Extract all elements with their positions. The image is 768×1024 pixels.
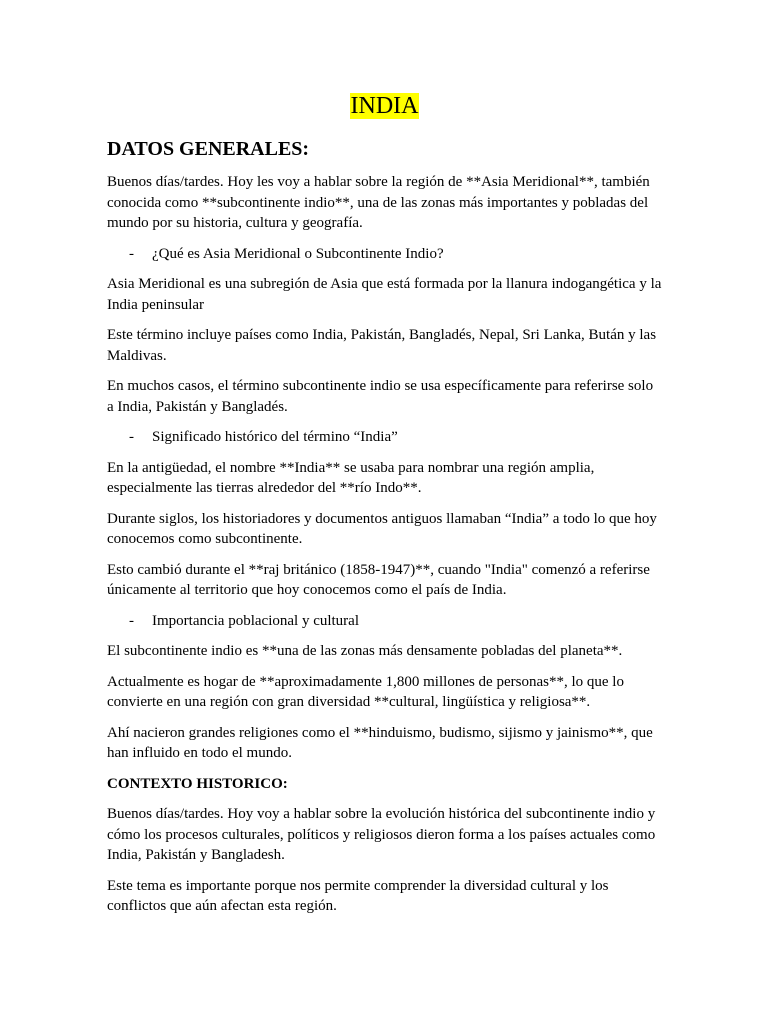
paragraph: Este tema es importante porque nos permite comprender la diversidad cultural y los conflictos que aún afectan esta región. <box>107 877 609 914</box>
bullet-text: Significado histórico del término “India” <box>152 429 398 445</box>
document-page <box>107 88 662 927</box>
bullet-item <box>107 611 662 632</box>
document-title-wrap <box>107 88 662 124</box>
paragraph: Buenos días/tardes. Hoy voy a hablar sobre la evolución histórica del subcontinente indio y cómo los procesos culturales, políticos y religiosos dieron forma a los países actuales como India, Pakistán y Bangladesh. <box>107 806 656 863</box>
paragraph: El subcontinente indio es **una de las zonas más densamente pobladas del planeta**. <box>107 643 623 659</box>
bullet-marker: - <box>129 612 134 629</box>
bullet-item <box>107 244 662 265</box>
document-title: INDIA <box>350 93 419 119</box>
bullet-text: ¿Qué es Asia Meridional o Subcontinente Indio? <box>152 245 444 262</box>
bullet-marker: - <box>129 245 134 262</box>
bullet-marker: - <box>129 429 134 445</box>
paragraph: En la antigüedad, el nombre **India** se usaba para nombrar una región amplia, especialmente las tierras alrededor del **río Indo**. <box>107 459 595 496</box>
paragraph: Esto cambió durante el **raj británico (1858-1947)**, cuando "India" comenzó a referirse únicamente al territorio que hoy conocemos como el país de India. <box>107 561 650 598</box>
paragraph: En muchos casos, el término subcontinente indio se usa específicamente para referirse solo a India, Pakistán y Bangladés. <box>107 378 654 415</box>
bullet-item <box>107 427 662 448</box>
section-heading-datos-generales: DATOS GENERALES: <box>107 138 310 160</box>
paragraph: Actualmente es hogar de **aproximadamente 1,800 millones de personas**, lo que lo convierte en una región con gran diversidad **cultural, lingüística y religiosa**. <box>107 673 624 710</box>
paragraph: Ahí nacieron grandes religiones como el **hinduismo, budismo, sijismo y jainismo**, que han influido en todo el mundo. <box>107 724 653 761</box>
bullet-text: Importancia poblacional y cultural <box>152 612 360 629</box>
paragraph: Durante siglos, los historiadores y documentos antiguos llamaban “India” a todo lo que hoy conocemos como subcontinente. <box>107 510 657 547</box>
section-heading-contexto-historico: CONTEXTO HISTORICO: <box>107 775 288 792</box>
paragraph: Asia Meridional es una subregión de Asia que está formada por la llanura indogangética y la India peninsular <box>107 276 662 313</box>
paragraph: Buenos días/tardes. Hoy les voy a hablar sobre la región de **Asia Meridional**, también conocida como **subcontinente indio**, una de las zonas más importantes y pobladas del mundo por su historia, cultura y geografía. <box>107 174 650 231</box>
paragraph: Este término incluye países como India, Pakistán, Bangladés, Nepal, Sri Lanka, Bután y las Maldivas. <box>107 327 657 364</box>
